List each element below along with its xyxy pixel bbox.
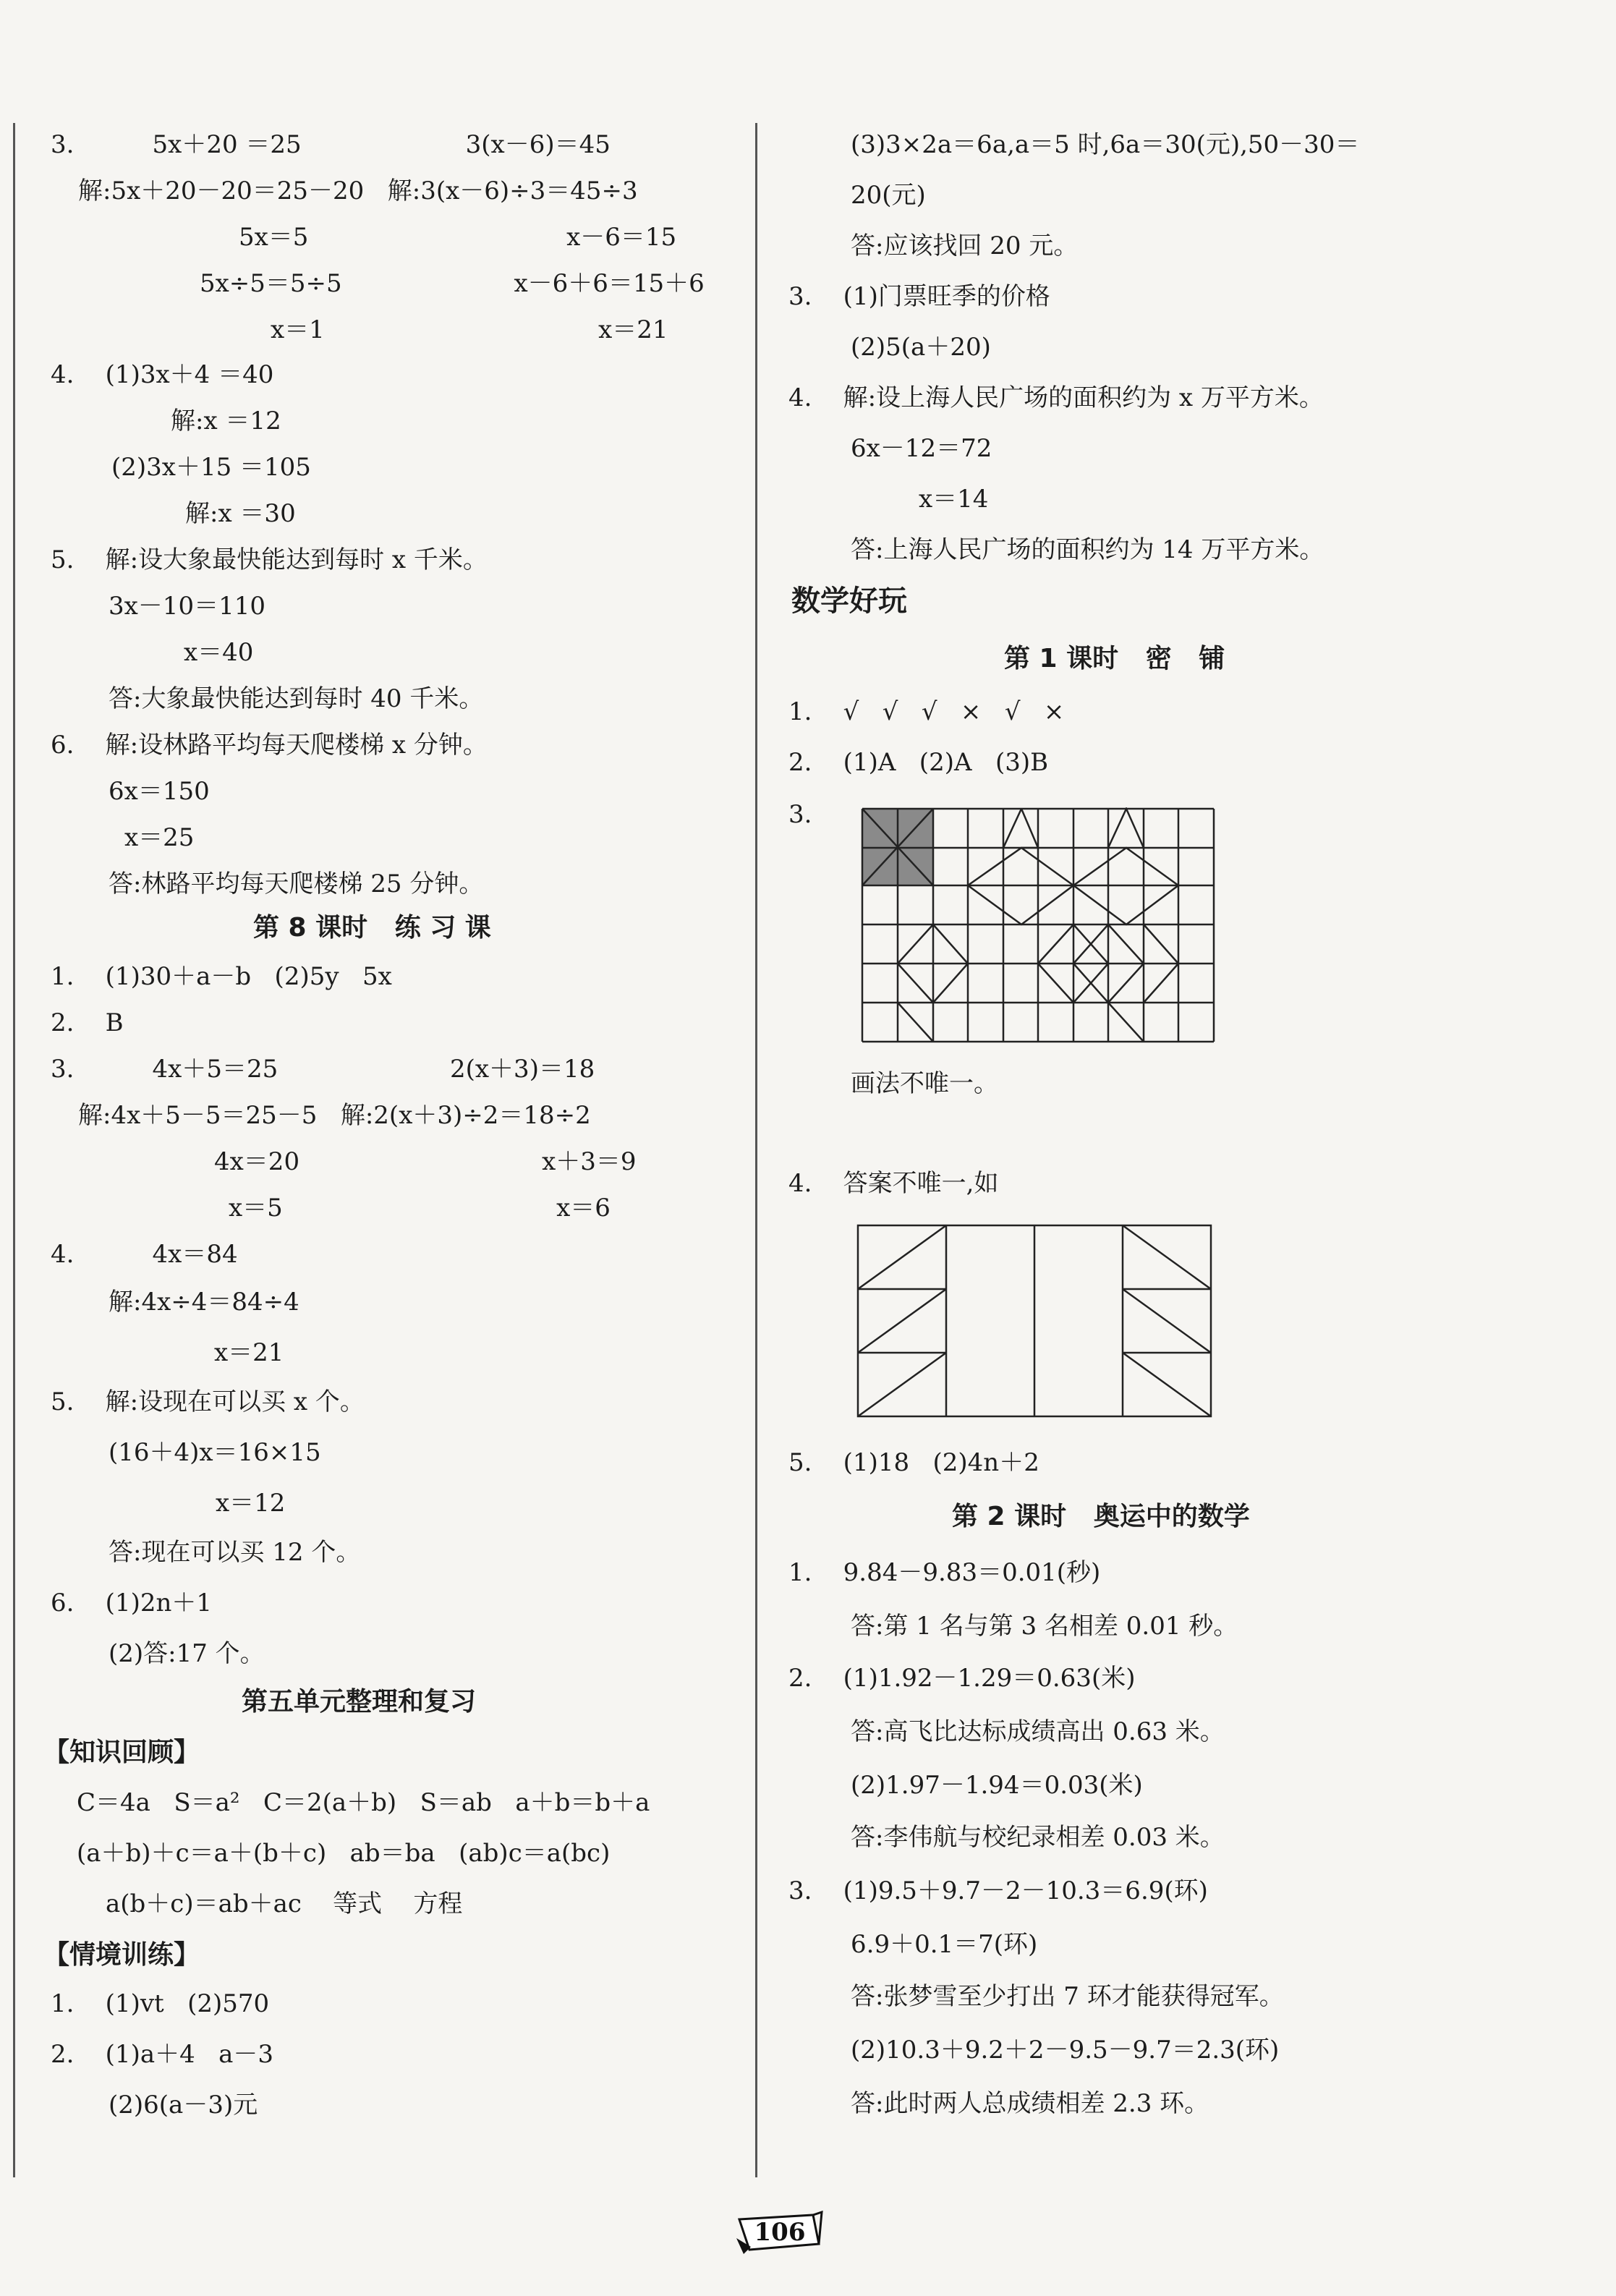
right-line: 答:应该找回 20 元。	[851, 231, 1079, 260]
left-line: 4. 4x＝84	[51, 1240, 238, 1269]
right-line: 2. (1)1.92－1.29＝0.63(米)	[788, 1664, 1136, 1693]
left-line: 4. (1)3x＋4 ＝40	[51, 360, 274, 389]
left-line: x＝40	[184, 638, 254, 667]
left-line: 3x－10＝110	[109, 592, 265, 621]
left-line: 3. 4x＋5＝25 2(x＋3)＝18	[51, 1055, 595, 1084]
right-line: (2)5(a＋20)	[851, 333, 991, 362]
right-line: 答:李伟航与校纪录相差 0.03 米。	[851, 1823, 1225, 1852]
left-line: 解:x ＝30	[185, 499, 296, 528]
left-line: (16＋4)x＝16×15	[109, 1438, 321, 1467]
left-line: x＝21	[214, 1338, 284, 1367]
section-heading: 第 2 课时 奥运中的数学	[952, 1502, 1250, 1531]
right-line: 5. (1)18 (2)4n＋2	[788, 1448, 1039, 1477]
right-line: x＝14	[919, 485, 989, 514]
right-line: 3. (1)9.5＋9.7－2－10.3＝6.9(环)	[788, 1876, 1208, 1905]
page-number: 106	[754, 2218, 806, 2247]
left-line: 5x＝5 x－6＝15	[239, 223, 677, 252]
column-divider	[755, 123, 757, 2177]
left-line: (2)3x＋15 ＝105	[111, 453, 311, 482]
left-line: (a＋b)＋c＝a＋(b＋c) ab＝ba (ab)c＝a(bc)	[77, 1839, 611, 1868]
section-heading: 第 1 课时 密 铺	[1004, 644, 1225, 673]
right-line: (2)10.3＋9.2＋2－9.5－9.7＝2.3(环)	[851, 2036, 1280, 2065]
left-line: 解:4x＋5－5＝25－5 解:2(x＋3)÷2＝18÷2	[78, 1101, 591, 1130]
section-heading: 数学好玩	[791, 584, 907, 618]
left-line: 6x＝150	[109, 777, 210, 806]
left-line: 5. 解:设大象最快能达到每时 x 千米。	[51, 545, 488, 574]
right-line: 4. 解:设上海人民广场的面积约为 x 万平方米。	[788, 383, 1324, 412]
left-line: 2. (1)a＋4 a－3	[51, 2040, 274, 2069]
section-heading: 【知识回顾】	[43, 1738, 200, 1767]
right-line: 1. 9.84－9.83＝0.01(秒)	[788, 1558, 1101, 1587]
right-line: (3)3×2a＝6a,a＝5 时,6a＝30(元),50－30＝	[851, 130, 1360, 159]
left-line: 4x＝20 x＋3＝9	[214, 1147, 637, 1176]
left-line: 1. (1)vt (2)570	[51, 1989, 270, 2018]
left-line: 解:x ＝12	[171, 407, 281, 435]
left-line: 5. 解:设现在可以买 x 个。	[51, 1387, 365, 1416]
left-line: 3. 5x＋20 ＝25 3(x－6)＝45	[51, 130, 611, 159]
section-heading: 【情境训练】	[43, 1940, 200, 1970]
left-line: x＝12	[216, 1489, 286, 1518]
right-line: 6x－12＝72	[851, 434, 992, 463]
left-line: 答:林路平均每天爬楼梯 25 分钟。	[109, 869, 484, 898]
left-line: 5x÷5＝5÷5 x－6＋6＝15＋6	[200, 269, 705, 298]
left-line: (2)6(a－3)元	[109, 2091, 258, 2119]
right-line: 答:此时两人总成绩相差 2.3 环。	[851, 2089, 1209, 2118]
left-line: 解:4x÷4＝84÷4	[109, 1288, 299, 1317]
right-line: 画法不唯一。	[851, 1069, 998, 1098]
right-line: 答:上海人民广场的面积约为 14 万平方米。	[851, 535, 1324, 564]
left-line: x＝1 x＝21	[271, 315, 668, 344]
left-line: C＝4a S＝a² C＝2(a＋b) S＝ab a＋b＝b＋a	[77, 1788, 650, 1817]
right-line: 3. (1)门票旺季的价格	[788, 282, 1050, 311]
right-line: 1. √ √ √ × √ ×	[788, 697, 1065, 726]
right-line: 4. 答案不唯一,如	[788, 1169, 999, 1198]
left-line: a(b＋c)＝ab＋ac 等式 方程	[106, 1889, 463, 1918]
section-heading: 第五单元整理和复习	[242, 1687, 477, 1717]
left-line: x＝5 x＝6	[229, 1194, 611, 1223]
right-line: 3.	[788, 800, 812, 829]
left-line: 1. (1)30＋a－b (2)5y 5x	[51, 962, 392, 991]
right-line: 6.9＋0.1＝7(环)	[851, 1930, 1038, 1959]
left-line: 6. (1)2n＋1	[51, 1589, 212, 1617]
left-line: 6. 解:设林路平均每天爬楼梯 x 分钟。	[51, 731, 488, 760]
left-line: 答:现在可以买 12 个。	[109, 1538, 361, 1567]
tessellation-grid-figure	[861, 807, 1215, 1043]
right-line: 答:第 1 名与第 3 名相差 0.01 秒。	[851, 1612, 1238, 1641]
right-line: (2)1.97－1.94＝0.03(米)	[851, 1771, 1143, 1800]
left-line: 答:大象最快能达到每时 40 千米。	[109, 684, 484, 713]
right-line: 20(元)	[851, 181, 926, 210]
left-margin-rule	[13, 123, 15, 2177]
section-heading: 第 8 课时 练 习 课	[253, 913, 491, 943]
left-line: (2)答:17 个。	[109, 1639, 265, 1668]
left-line: 解:5x＋20－20＝25－20 解:3(x－6)÷3＝45÷3	[78, 177, 638, 205]
right-line: 2. (1)A (2)A (3)B	[788, 748, 1049, 777]
right-line: 答:张梦雪至少打出 7 环才能获得冠军。	[851, 1982, 1284, 2011]
left-line: 2. B	[51, 1008, 124, 1037]
rectangle-tiling-figure	[856, 1224, 1212, 1419]
right-line: 答:高飞比达标成绩高出 0.63 米。	[851, 1717, 1225, 1746]
left-line: x＝25	[124, 823, 195, 852]
